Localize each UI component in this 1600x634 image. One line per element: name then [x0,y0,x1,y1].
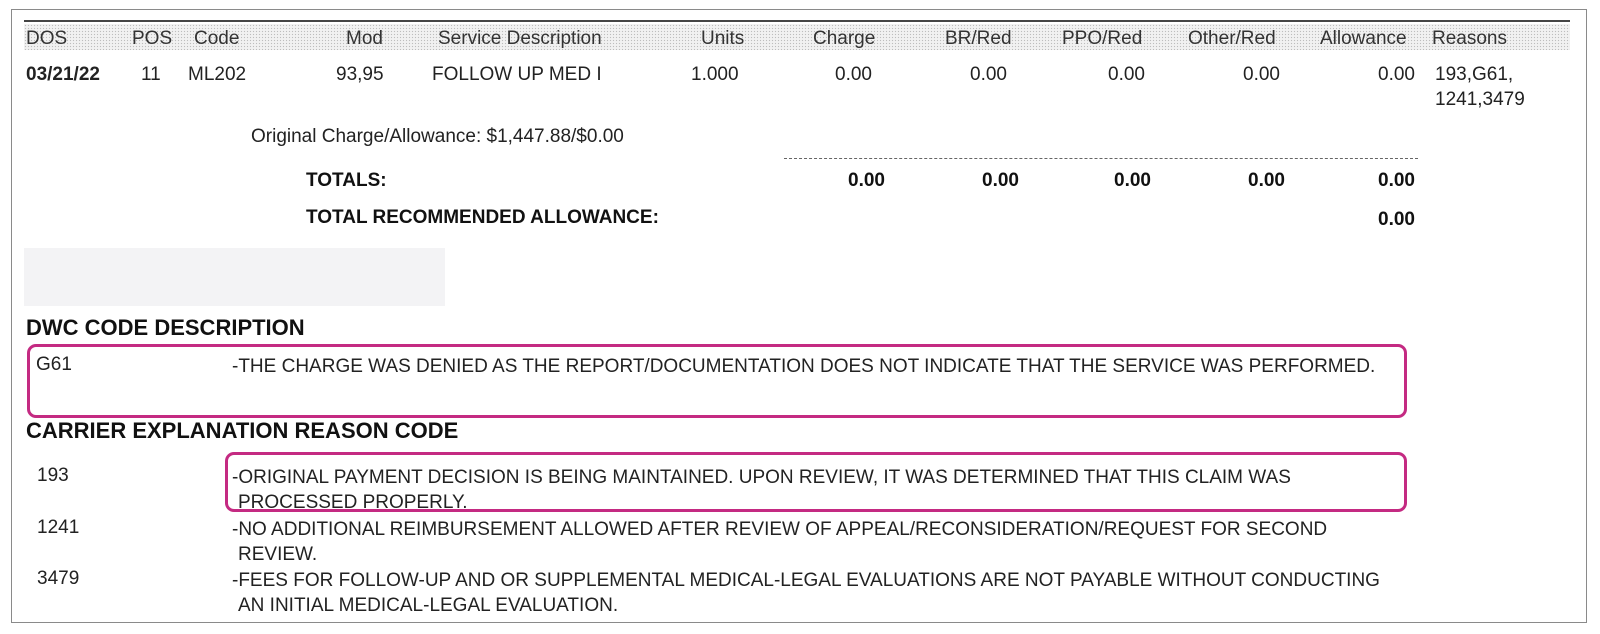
header-br-red: BR/Red [945,28,1012,49]
carrier-description-3479: -FEES FOR FOLLOW-UP AND OR SUPPLEMENTAL MEDICAL-LEGAL EVALUATIONS ARE NOT PAYABLE WITHOUT CONDUCTING AN INITIAL MEDICAL-LEGAL EVALUATION. [232,570,1380,616]
row-allowance: 0.00 [1378,64,1415,85]
totals-label: TOTALS: [306,170,387,191]
row-reasons-line1: 193,G61, [1435,64,1514,85]
totals-charge: 0.00 [848,170,885,191]
header-pos: POS [132,28,173,49]
totals-ppo-red: 0.00 [1114,170,1151,191]
header-reasons: Reasons [1432,28,1507,49]
header-code: Code [194,28,240,49]
row-reasons-line2: 1241,3479 [1435,89,1525,110]
row-description: FOLLOW UP MED I [432,64,602,85]
carrier-code-193: 193 [37,465,69,486]
table-top-rule [24,20,1570,22]
row-units: 1.000 [691,64,739,85]
row-mod: 93,95 [336,64,384,85]
dwc-section-title: DWC CODE DESCRIPTION [26,315,305,340]
carrier-description-1241: -NO ADDITIONAL REIMBURSEMENT ALLOWED AFTER REVIEW OF APPEAL/RECONSIDERATION/REQUEST FOR SECOND REVIEW. [232,519,1328,565]
row-dos: 03/21/22 [26,64,100,85]
totals-divider [784,158,1418,159]
dwc-description-g61: -THE CHARGE WAS DENIED AS THE REPORT/DOCUMENTATION DOES NOT INDICATE THAT THE SERVICE WAS PERFORMED. [232,356,1376,377]
header-service-description: Service Description [438,28,602,49]
redacted-block [24,248,445,306]
total-recommended-value: 0.00 [1378,209,1415,230]
totals-allowance: 0.00 [1378,170,1415,191]
header-ppo-red: PPO/Red [1062,28,1143,49]
row-pos: 11 [141,64,161,85]
header-other-red: Other/Red [1188,28,1276,49]
totals-other-red: 0.00 [1248,170,1285,191]
header-charge: Charge [813,28,876,49]
total-recommended-label: TOTAL RECOMMENDED ALLOWANCE: [306,207,659,228]
carrier-section-title: CARRIER EXPLANATION REASON CODE [26,418,459,443]
carrier-description-193: -ORIGINAL PAYMENT DECISION IS BEING MAINTAINED. UPON REVIEW, IT WAS DETERMINED THAT THIS CLAIM WAS PROCESSED PROPERLY. [232,467,1291,513]
header-allowance: Allowance [1320,28,1407,49]
row-br-red: 0.00 [970,64,1007,85]
row-charge: 0.00 [835,64,872,85]
header-mod: Mod [346,28,383,49]
row-ppo-red: 0.00 [1108,64,1145,85]
row-other-red: 0.00 [1243,64,1280,85]
original-charge-allowance: Original Charge/Allowance: $1,447.88/$0.00 [251,126,624,147]
totals-br-red: 0.00 [982,170,1019,191]
row-code: ML202 [188,64,247,85]
carrier-code-3479: 3479 [37,568,80,589]
header-units: Units [701,28,745,49]
header-dos: DOS [26,28,68,49]
dwc-code-g61: G61 [36,354,72,375]
carrier-code-1241: 1241 [37,517,80,538]
